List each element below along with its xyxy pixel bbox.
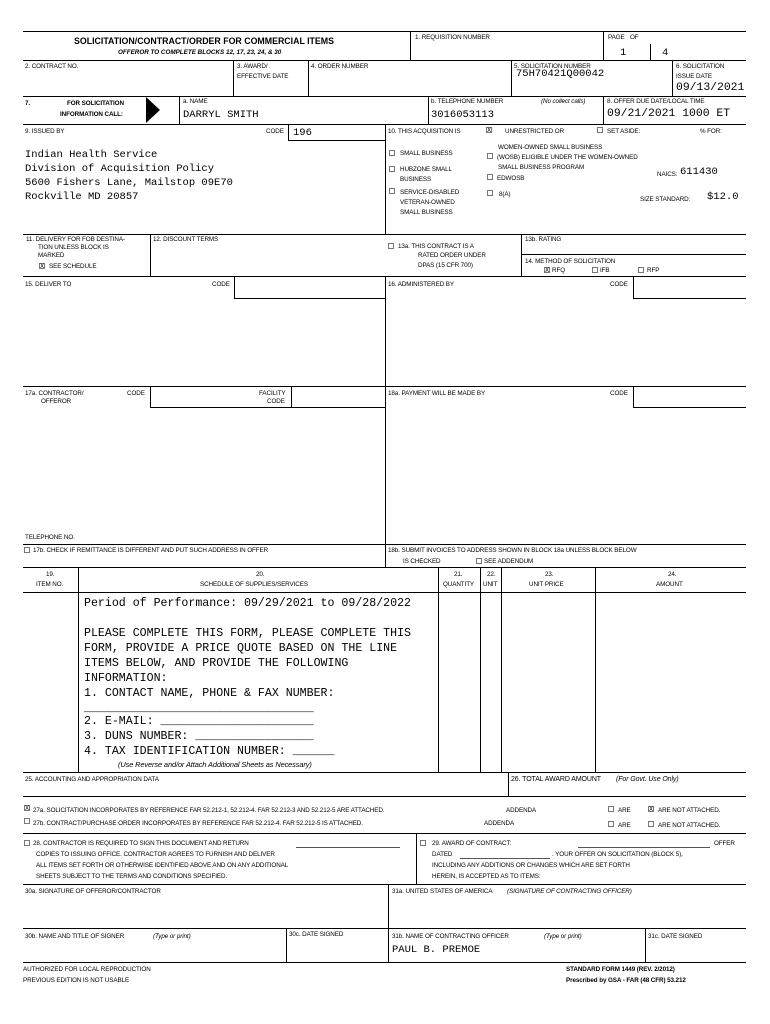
hubzone-label-1: HUBZONE SMALL	[400, 166, 452, 173]
b31c-label: 31c. DATE SIGNED	[648, 933, 703, 940]
wosb-label-2: (WOSB) ELIGIBLE UNDER THE WOMEN-OWNED	[497, 154, 638, 161]
schedule-line-8: _________________________________	[84, 702, 314, 715]
b18b-label-2: IS CHECKED	[403, 558, 441, 565]
rated-order-checkbox[interactable]	[388, 243, 394, 249]
page-number: 1	[620, 47, 627, 59]
of-label: OF	[630, 34, 639, 41]
col20-num: 20.	[256, 571, 265, 578]
page-total: 4	[662, 47, 669, 59]
footer-right-1: STANDARD FORM 1449 (REV. 2/2012)	[566, 966, 675, 973]
b30b-note: (Type or print)	[153, 933, 191, 940]
b17b-label: 17b. CHECK IF REMITTANCE IS DIFFERENT AND PUT SUCH ADDRESS IN OFFER	[33, 547, 269, 554]
form-title: SOLICITATION/CONTRACT/ORDER FOR COMMERCIAL ITEMS	[74, 36, 334, 46]
issuing-office-line-3: 5600 Fishers Lane, Mailstop 09E70	[25, 177, 233, 189]
b27b-addenda: ADDENDA	[484, 820, 515, 827]
col23-label: UNIT PRICE	[529, 581, 564, 588]
27a-are-not-label: ARE NOT ATTACHED.	[658, 807, 721, 814]
b27a-text: 27a. SOLICITATION INCORPORATES BY REFERENCE FAR 52.212-1, 52.212-4. FAR 52.212-3 AND 52.212-5 ARE ATTACHED.	[33, 807, 385, 814]
b14-label: 14. METHOD OF SOLICITATION	[525, 258, 616, 265]
sdvosb-checkbox[interactable]	[389, 188, 395, 194]
b11-label-2: TION UNLESS BLOCK IS	[38, 244, 109, 251]
b4-label: 4. ORDER NUMBER	[311, 63, 369, 70]
edwosb-checkbox[interactable]	[487, 174, 493, 180]
schedule-line-5: ITEMS BELOW, AND PROVIDE THE FOLLOWING	[84, 657, 349, 670]
b3-label-1: 3. AWARD/	[237, 63, 268, 70]
unrestricted-checkbox[interactable]: X	[487, 127, 492, 134]
solicitation-issue-date: 09/13/2021	[676, 82, 745, 94]
b13a-label-1: 13a. THIS CONTRACT IS A	[398, 243, 474, 250]
b7-label-num: 7.	[25, 100, 31, 107]
issuing-office-line-2: Division of Acquisition Policy	[25, 163, 215, 175]
size-standard-value: $12.0	[707, 191, 739, 203]
size-standard-label: SIZE STANDARD:	[640, 196, 691, 203]
col24-label: AMOUNT	[656, 581, 683, 588]
wosb-checkbox[interactable]	[487, 153, 493, 159]
b13a-label-2: RATED ORDER UNDER	[418, 252, 486, 259]
ifb-checkbox[interactable]	[592, 267, 598, 273]
b9-label: 9. ISSUED BY	[25, 128, 65, 135]
hubzone-label-2: BUSINESS	[400, 176, 432, 183]
b18a-code-label: CODE	[610, 390, 628, 397]
schedule-line-6: INFORMATION:	[84, 672, 168, 685]
solicitation-number: 75H70421Q00042	[516, 68, 605, 80]
schedule-line-7: 1. CONTACT NAME, PHONE & FAX NUMBER:	[84, 687, 335, 700]
27a-are-not-checkbox[interactable]: X	[649, 806, 654, 813]
b7-label-2: INFORMATION CALL:	[60, 111, 123, 118]
b9-code-label: CODE	[266, 128, 284, 135]
see-schedule-label: SEE SCHEDULE	[49, 263, 97, 270]
edwosb-label: EDWOSB	[497, 175, 525, 182]
b7a-label: a. NAME	[183, 98, 208, 105]
schedule-line-9: 2. E-MAIL: ______________________	[84, 715, 314, 728]
contracting-officer-name: PAUL B. PREMOE	[392, 944, 481, 956]
schedule-line-3: PLEASE COMPLETE THIS FORM, PLEASE COMPLETE THIS	[84, 627, 411, 640]
col23-num: 23.	[545, 571, 554, 578]
form-top-border	[23, 31, 746, 32]
rfp-checkbox[interactable]	[638, 267, 644, 273]
27b-are-not-label: ARE NOT ATTACHED.	[658, 822, 721, 829]
small-business-label: SMALL BUSINESS	[400, 150, 453, 157]
b16-code-label: CODE	[610, 281, 628, 288]
b31a-note: (SIGNATURE OF CONTRACTING OFFICER)	[507, 888, 632, 895]
27a-checkbox[interactable]: X	[25, 805, 30, 812]
footer-right-2: Prescribed by GSA - FAR (48 CFR) 53.212	[566, 977, 686, 984]
facility-label-1: FACILITY	[259, 390, 286, 397]
b15-label: 15. DELIVER TO	[25, 281, 72, 288]
col21-num: 21.	[454, 571, 463, 578]
27b-checkbox[interactable]	[24, 818, 30, 824]
arrow-right-icon	[146, 97, 160, 123]
naics-label: NAICS:	[657, 171, 678, 178]
ifb-label: IFB	[600, 267, 610, 274]
col22-num: 22.	[487, 571, 496, 578]
sdvosb-label-2: VETERAN-OWNED	[400, 199, 455, 206]
28-checkbox[interactable]	[24, 840, 30, 846]
b29-line-3: INCLUDING ANY ADDITIONS OR CHANGES WHICH ARE SET FORTH	[432, 862, 630, 869]
b7-label-1: FOR SOLICITATION	[67, 100, 124, 107]
hubzone-checkbox[interactable]	[389, 166, 395, 172]
contact-telephone: 3016053113	[431, 109, 495, 121]
wosb-label-1: WOMEN-OWNED SMALL BUSINESS	[498, 144, 603, 151]
b10-label: 10. THIS ACQUISITION IS	[388, 128, 461, 135]
b12-label: 12. DISCOUNT TERMS	[153, 236, 219, 243]
b27a-addenda: ADDENDA	[506, 807, 537, 814]
col19-num: 19.	[46, 571, 55, 578]
27b-are-checkbox[interactable]	[608, 821, 614, 827]
b30a-label: 30a. SIGNATURE OF OFFEROR/CONTRACTOR	[25, 888, 161, 895]
b18a-label: 18a. PAYMENT WILL BE MADE BY	[388, 390, 486, 397]
see-addendum-checkbox[interactable]	[476, 558, 482, 564]
see-schedule-checkbox[interactable]: X	[40, 263, 45, 270]
b7b-note: (No collect calls)	[541, 98, 586, 105]
29-checkbox[interactable]	[420, 840, 426, 846]
col20-label: SCHEDULE OF SUPPLIES/SERVICES	[200, 581, 308, 588]
rfp-label: RFP	[647, 267, 660, 274]
set-aside-label: SET ASIDE:	[607, 128, 641, 135]
footer-left-1: AUTHORIZED FOR LOCAL REPRODUCTION	[23, 966, 151, 973]
rfq-checkbox[interactable]: X	[545, 267, 550, 274]
b15-code-label: CODE	[212, 281, 230, 288]
schedule-line-4: FORM, PROVIDE A PRICE QUOTE BASED ON THE LINE	[84, 642, 398, 655]
schedule-footnote: (Use Reverse and/or Attach Additional Sheets as Necessary)	[118, 760, 312, 769]
b13b-label: 13b. RATING	[525, 236, 562, 243]
contact-name: DARRYL SMITH	[183, 109, 259, 121]
form-subtitle: OFFEROR TO COMPLETE BLOCKS 12, 17, 23, 24, & 30	[118, 49, 282, 56]
b2-label: 2. CONTRACT NO.	[25, 63, 79, 70]
issuing-office-line-4: Rockville MD 20857	[25, 191, 139, 203]
pct-for-label: % FOR:	[700, 128, 722, 135]
b31a-label: 31a. UNITED STATES OF AMERICA	[392, 888, 493, 895]
wosb-label-3: SMALL BUSINESS PROGRAM	[498, 164, 585, 171]
rfq-label: RFQ	[552, 267, 565, 274]
b26-note: (For Govt. Use Only)	[616, 776, 679, 783]
issuing-office-line-1: Indian Health Service	[25, 149, 158, 161]
b28-line-3: ALL ITEMS SET FORTH OR OTHERWISE IDENTIFIED ABOVE AND ON ANY ADDITIONAL	[36, 862, 289, 869]
b16-label: 16. ADMINISTERED BY	[388, 281, 454, 288]
set-aside-checkbox[interactable]	[597, 127, 603, 133]
naics-value: 611430	[680, 166, 718, 178]
b1-label: 1. REQUISITION NUMBER	[415, 34, 490, 41]
27a-are-label: ARE	[618, 807, 631, 814]
b26-label: 26. TOTAL AWARD AMOUNT	[511, 776, 601, 783]
b30b-label: 30b. NAME AND TITLE OF SIGNER	[25, 933, 125, 940]
b31b-label: 31b. NAME OF CONTRACTING OFFICER	[392, 933, 509, 940]
b8-label: 8. OFFER DUE DATE/LOCAL TIME	[607, 98, 705, 105]
b29-dated: DATED	[432, 851, 453, 858]
8a-label: 8(A)	[499, 191, 511, 198]
b31b-note: (Type or print)	[544, 933, 582, 940]
col21-label: QUANTITY	[443, 581, 475, 588]
facility-label-2: CODE	[267, 398, 285, 405]
b17a-code-label: CODE	[127, 390, 145, 397]
schedule-line-11: 4. TAX IDENTIFICATION NUMBER: ______	[84, 745, 335, 758]
sdvosb-label-3: SMALL BUSINESS	[400, 209, 453, 216]
b28-line-2: COPIES TO ISSUING OFFICE. CONTRACTOR AGREES TO FURNISH AND DELIVER	[36, 851, 275, 858]
schedule-line-10: 3. DUNS NUMBER: _________________	[84, 730, 314, 743]
remittance-different-checkbox[interactable]	[24, 547, 30, 553]
8a-checkbox[interactable]	[487, 190, 493, 196]
b6-label-1: 6. SOLICITATION	[676, 63, 725, 70]
b29-line-1: 29. AWARD OF CONTRACT:	[432, 840, 512, 847]
col24-num: 24.	[668, 571, 677, 578]
b29-line-2: . YOUR OFFER ON SOLICITATION (BLOCK 5),	[552, 851, 683, 858]
27b-are-not-checkbox[interactable]	[648, 821, 654, 827]
b28-line-1: 28. CONTRACTOR IS REQUIRED TO SIGN THIS DOCUMENT AND RETURN	[33, 840, 249, 847]
b11-label-3: MARKED	[38, 252, 65, 259]
footer-left-2: PREVIOUS EDITION IS NOT USABLE	[23, 977, 130, 984]
col19-label: ITEM NO.	[36, 581, 64, 588]
b25-label: 25. ACCOUNTING AND APPROPRIATION DATA	[25, 776, 159, 783]
b17a-label-2: OFFEROR	[41, 398, 72, 405]
b3-label-2: EFFECTIVE DATE	[237, 73, 289, 80]
page-label: PAGE	[608, 34, 625, 41]
see-addendum-label: SEE ADDENDUM	[484, 558, 534, 565]
b5-label: 5. SOLICITATION NUMBER	[514, 63, 591, 70]
offer-due-date: 09/21/2021 1000 ET	[607, 108, 731, 120]
b17a-label-1: 17a. CONTRACTOR/	[25, 390, 84, 397]
small-business-checkbox[interactable]	[389, 150, 395, 156]
b11-label-1: 11. DELIVERY FOR FOB DESTINA-	[26, 236, 125, 243]
b30c-label: 30c. DATE SIGNED	[289, 931, 344, 938]
unrestricted-label: UNRESTRICTED OR	[505, 128, 565, 135]
b28-line-4: SHEETS SUBJECT TO THE TERMS AND CONDITIONS SPECIFIED.	[36, 873, 228, 880]
27a-are-checkbox[interactable]	[608, 806, 614, 812]
sdvosb-label-1: SERVICE-DISABLED	[400, 189, 460, 196]
b18b-label-1: 18b. SUBMIT INVOICES TO ADDRESS SHOWN IN BLOCK 18a UNLESS BLOCK BELOW	[388, 547, 637, 554]
telephone-label: TELEPHONE NO.	[25, 534, 75, 541]
27b-are-label: ARE	[618, 822, 631, 829]
b27b-text: 27b. CONTRACT/PURCHASE ORDER INCORPORATES BY REFERENCE FAR 52.212-4. FAR 52.212-5 IS ATTACHED.	[33, 820, 363, 827]
b29-line-4: HEREIN, IS ACCEPTED AS TO ITEMS:	[432, 873, 541, 880]
b7b-label: b. TELEPHONE NUMBER	[431, 98, 504, 105]
col22-label: UNIT	[483, 581, 498, 588]
b13a-label-3: DPAS (15 CFR 700)	[418, 262, 473, 269]
schedule-line-1: Period of Performance: 09/29/2021 to 09/28/2022	[84, 597, 411, 610]
b29-offer: OFFER	[714, 840, 735, 847]
b6-label-2: ISSUE DATE	[676, 73, 712, 80]
issuing-office-code: 196	[293, 127, 312, 139]
